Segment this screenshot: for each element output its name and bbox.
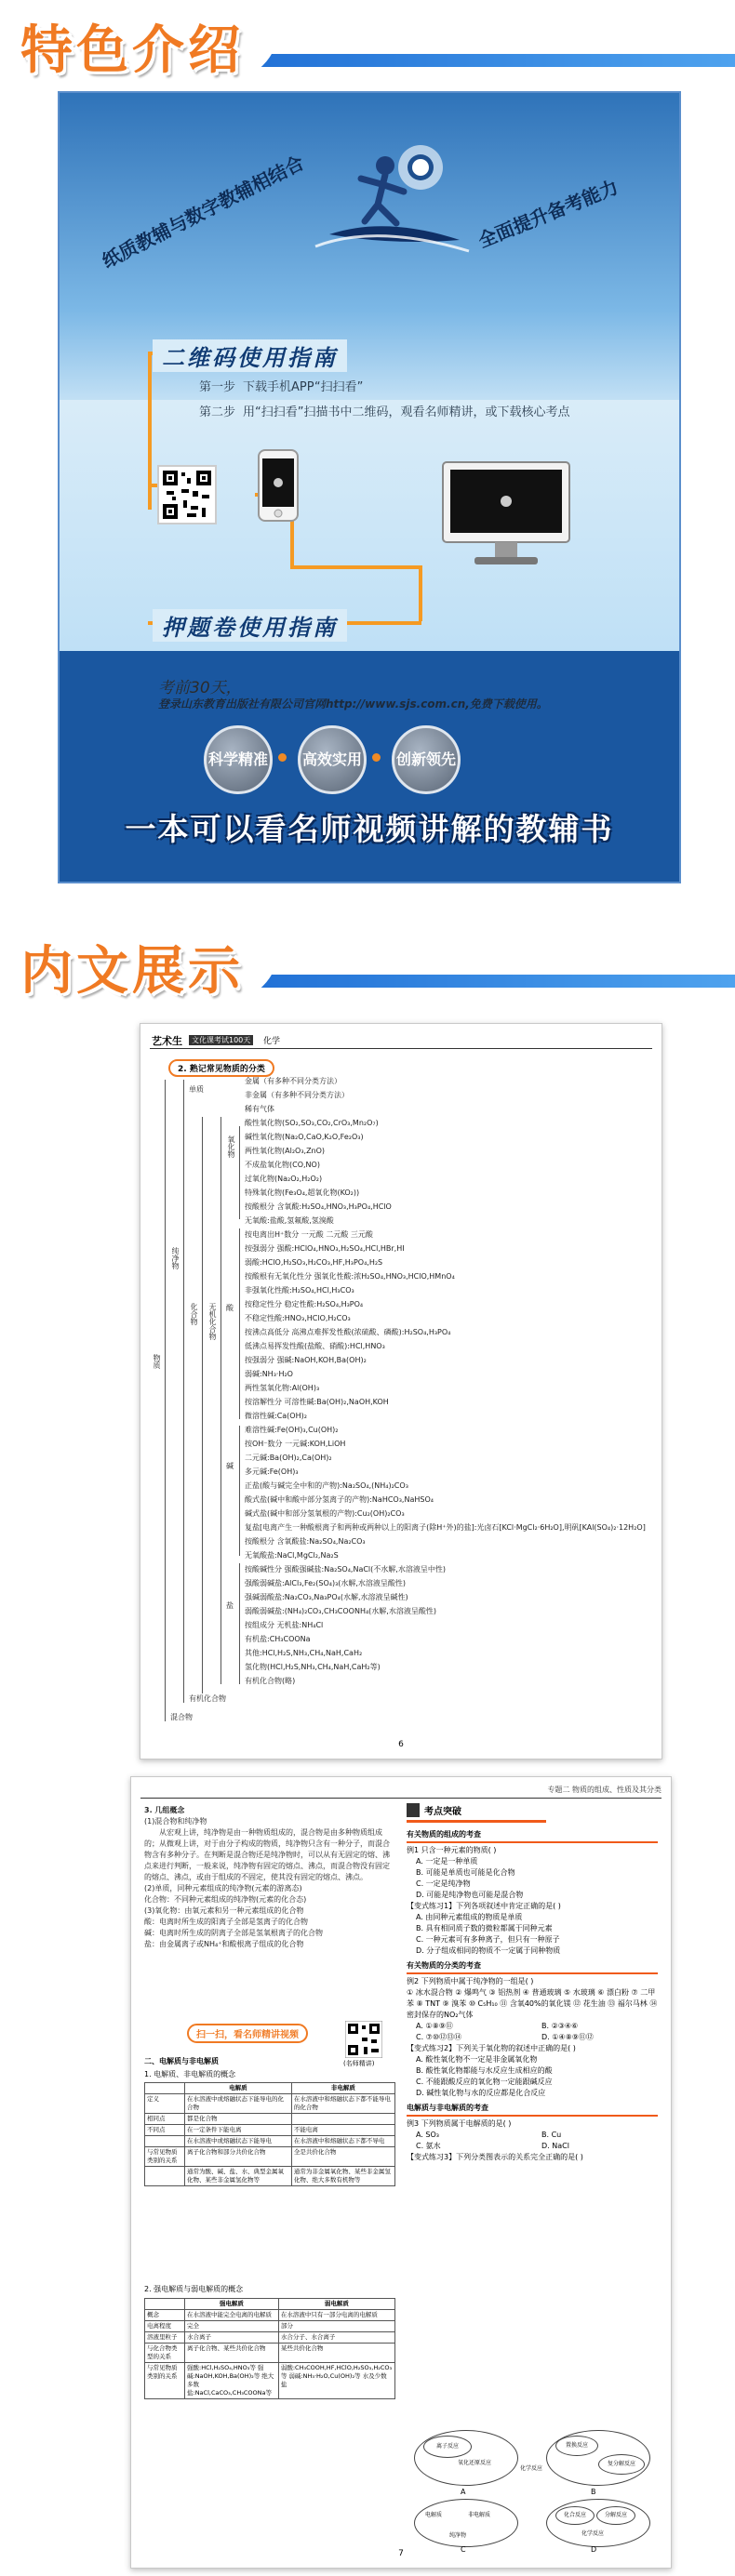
connector-line — [290, 565, 421, 569]
table-cell: 溶液里粒子 — [145, 2332, 185, 2344]
table-row — [145, 2310, 395, 2321]
tree-label-base: 碱 — [226, 1462, 234, 1470]
diagram-b-caption: 化学反应 — [520, 2465, 543, 2472]
table-row — [145, 2167, 395, 2186]
classification-item: 非强氧化性酸:H₂SO₄,HCl,H₃CO₃ — [245, 1286, 354, 1295]
table-cell: 在水溶液中能完全电离的电解质 — [185, 2310, 279, 2321]
tree-brace — [202, 1117, 203, 1693]
tree-label-oxide: 氧化物 — [227, 1135, 235, 1158]
answer-option: D. 可能是纯净物也可能是混合物 — [416, 1891, 524, 1899]
content-title: 内文展示 — [20, 940, 244, 1002]
answer-option: A. 由同种元素组成的物质是单质 — [416, 1913, 523, 1921]
book-page-6 — [140, 1023, 662, 1759]
concepts-sub3: 化合物：不同种元素组成的纯净物(元素的化合态) — [144, 1895, 307, 1904]
answer-option: C. 氨水 — [416, 2142, 441, 2150]
classification-item: 难溶性碱:Fe(OH)₃,Cu(OH)₂ — [245, 1426, 339, 1434]
classification-item: 弱酸弱碱盐:(NH₄)₂CO₃,CH₃COONH₄(水解,水溶液呈酸性) — [245, 1607, 436, 1615]
badge-scientific: 科学精准 — [204, 725, 273, 794]
step-1-text: 下载手机APP“扫扫看” — [243, 380, 364, 394]
classification-item: 有机化合物(略) — [245, 1677, 296, 1685]
connector-line — [419, 565, 422, 621]
table-cell: 在水溶液中和熔融状态下都不能导电的化合物 — [291, 2094, 394, 2114]
table-row — [145, 2363, 395, 2399]
book-page-7 — [130, 1776, 672, 2569]
diagram-letter-d: D — [591, 2545, 597, 2554]
table-cell: 不能电离 — [291, 2125, 394, 2136]
page1-header-mid: 文化课考试100天 — [189, 1035, 253, 1045]
table-header-row — [145, 2299, 395, 2310]
classification-item: 按强弱分 强碱:NaOH,KOH,Ba(OH)₂ — [245, 1356, 367, 1364]
classification-list — [245, 1074, 654, 1688]
page2-header-rule — [140, 1798, 662, 1799]
table-cell: 都是化合物 — [185, 2114, 292, 2125]
table-cell: 通常为酸、碱、盐、水、典型金属氧化物、某些非金属氢化物等 — [185, 2167, 292, 2186]
feature-poster — [58, 91, 681, 883]
question-2-items: ① 冰水混合物 ② 爆鸣气 ③ 铝热剂 ④ 普通玻璃 ⑤ 水玻璃 ⑥ 漂白粉 ⑦ 二甲苯 ⑧ TNT ⑨ 溴苯 ⑩ C₅H₁₀ ⑪ 含氧40%的氧化镁 ⑫ 花生油 ⑬ 福尔马林 ⑭ 密封保存的NO₂气体 — [407, 1988, 658, 2019]
page1-section-title: 2. 熟记常见物质的分类 — [168, 1059, 274, 1077]
diagram-letter-c: C — [461, 2545, 466, 2554]
table-header-row — [145, 2083, 395, 2094]
table-cell: 电离程度 — [145, 2321, 185, 2332]
question-2-variant: 【变式练习2】下列关于氧化物的叙述中正确的是( ) — [407, 2044, 576, 2052]
table-row — [145, 2147, 395, 2167]
classification-item: 正盐(酸与碱完全中和的产物):Na₂SO₄,(NH₄)₂CO₃ — [245, 1481, 408, 1490]
question-1-variant-options — [407, 1912, 658, 1957]
qr-callout: 扫一扫，看名师精讲视频 — [187, 2024, 308, 2043]
tree-label-pure: 纯净物 — [171, 1247, 180, 1269]
exam-guide-title: 押题卷使用指南 — [153, 609, 347, 642]
table-cell: 水合离子 — [185, 2332, 279, 2344]
page2-header: 专题二 物质的组成、性质及其分类 — [547, 1786, 662, 1794]
tree-label-mixture: 混合物 — [170, 1713, 193, 1721]
classification-item: 弱酸:HClO,H₂SO₃,H₂CO₃,HF,H₃PO₄,H₂S — [245, 1258, 383, 1267]
table-row — [145, 2094, 395, 2114]
tree-label-acid: 酸 — [226, 1304, 234, 1312]
question-3-variant: 【变式练习3】下列分类图表示的关系完全正确的是( ) — [407, 2153, 583, 2161]
diagram-c-label2: 非电解质 — [468, 2512, 491, 2518]
classification-item: 按OH⁻数分 一元碱:KOH,LiOH — [245, 1440, 346, 1448]
step-2 — [199, 403, 636, 422]
answer-option: B. 具有相同质子数的微粒都属于同种元素 — [416, 1924, 553, 1932]
page-number: 7 — [398, 2549, 404, 2558]
table-row — [145, 2114, 395, 2125]
answer-option: A. 一定是一种单质 — [416, 1857, 478, 1866]
monitor-icon — [441, 460, 571, 570]
table-cell: 在水溶液中和熔融状态下都不导电 — [291, 2136, 394, 2147]
badge-separator-dot — [278, 753, 287, 762]
page1-header-left: 艺术生 — [152, 1035, 182, 1047]
table-cell: 定义 — [145, 2094, 185, 2114]
classification-item: 强碱弱酸盐:Na₂CO₃,Na₃PO₄(水解,水溶液呈碱性) — [245, 1593, 408, 1601]
topic-3: 电解质与非电解质的考查 — [407, 2103, 658, 2117]
answer-option: C. 不能跟酸反应的氧化物一定能跟碱反应 — [416, 2078, 553, 2086]
poster-slogan-right: 全面提升备考能力 — [474, 175, 621, 252]
badge-innovative: 创新领先 — [392, 725, 461, 794]
topic-2: 有关物质的分类的考查 — [407, 1960, 658, 1974]
classification-item: 按酸碱性分 强酸强碱盐:Na₂SO₄,NaCl(不水解,水溶液呈中性) — [245, 1565, 446, 1573]
classification-item: 两性氢氧化物:Al(OH)₃ — [245, 1384, 320, 1392]
answer-option: D. NaCl — [541, 2142, 569, 2150]
tree-brace — [239, 1563, 240, 1684]
table2-title: 2. 强电解质与弱电解质的概念 — [144, 2285, 244, 2293]
classification-item: 稀有气体 — [245, 1105, 274, 1113]
concepts-para3: 碱：电离时所生成的阴离子全部是氢氧根离子的化合物 — [144, 1929, 323, 1937]
table-header-cell — [145, 2083, 185, 2094]
table-cell: 与常见物质类别的关系 — [145, 2363, 185, 2399]
table-cell: 完全 — [185, 2321, 279, 2332]
table-cell: 与化合物类型的关系 — [145, 2344, 185, 2363]
badge-separator-dot — [372, 753, 381, 762]
qr-guide-title: 二维码使用指南 — [153, 339, 347, 372]
classification-item: 多元碱:Fe(OH)₃ — [245, 1467, 299, 1476]
page1-header-subject: 化学 — [263, 1037, 281, 1046]
exercise-head: 考点突破 — [407, 1803, 658, 1817]
question-1-variant: 【变式练习1】下列各项叙述中肯定正确的是( ) — [407, 1902, 561, 1910]
classification-item: 氢化物(HCl,H₂S,NH₃,CH₄,NaH,CaH₂等) — [245, 1663, 381, 1671]
diagram-d-inner2: 分解反应 — [596, 2506, 635, 2525]
topic-1: 有关物质的组成的考查 — [407, 1829, 658, 1843]
question-2: 例2 下列物质中属于纯净物的一组是( ) — [407, 1977, 534, 1985]
table-cell: 离子化合物、某些共价化合物 — [185, 2344, 279, 2363]
exam-download-note: 登录山东教育出版社有限公司官网http://www.sjs.com.cn,免费下载使用。 — [158, 697, 548, 710]
answer-option: B. ②③④⑥ — [541, 2022, 579, 2030]
question-1-options — [407, 1856, 658, 1901]
exam-countdown: 考前30天， — [158, 679, 242, 697]
step-2-text: 用“扫扫看”扫描书中二维码，观看名师精讲，或下载核心考点 — [243, 405, 570, 419]
answer-option: C. 一种元素可有多种离子，但只有一种原子 — [416, 1935, 560, 1944]
concepts-sub1: (1)混合物和纯净物 — [144, 1817, 207, 1826]
diagram-letter-a: A — [461, 2488, 466, 2496]
question-1: 例1 只含一种元素的物质( ) — [407, 1846, 497, 1854]
table-cell: 在水溶液中或熔融状态下能导电 — [185, 2136, 292, 2147]
answer-option: C. 一定是纯净物 — [416, 1879, 471, 1888]
table-cell — [145, 2136, 185, 2147]
strong-weak-table — [144, 2298, 395, 2399]
diagram-b-inner2: 复分解反应 — [598, 2454, 645, 2475]
tree-label-salt: 盐 — [226, 1601, 234, 1610]
table-cell: 相同点 — [145, 2114, 185, 2125]
classification-item: 复盐[电离产生一种酸根离子和两种或两种以上的阳离子(除H⁺外)的盐]:光卤石[KCl·MgCl₂·6H₂O],明矾[KAl(SO₄)₂·12H₂O] — [245, 1523, 646, 1532]
diagram-d-label: 化学反应 — [581, 2530, 605, 2537]
classification-item: 有机盐:CH₃COONa — [245, 1635, 311, 1643]
classification-item: 按电离出H⁺数分 一元酸 二元酸 三元酸 — [245, 1230, 373, 1239]
qr-code-icon — [157, 465, 217, 524]
classification-item: 其他:HCl,H₂S,NH₃,CH₄,NaH,CaH₂ — [245, 1649, 363, 1657]
features-title: 特色介绍 — [20, 20, 244, 81]
classification-item: 按酸根分 含氧酸盐:Na₂SO₄,Na₂CO₃ — [245, 1537, 366, 1546]
diagram-d-inner1: 化合反应 — [555, 2506, 595, 2525]
concepts-sub4: (3)氧化物：由氧元素和另一种元素组成的化合物 — [144, 1906, 304, 1915]
classification-item: 过氧化物(Na₂O₂,H₂O₂) — [245, 1175, 323, 1183]
answer-option: D. 碱性氧化物与水的反应都是化合反应 — [416, 2089, 546, 2097]
concepts-para1: 从宏观上讲，纯净物是由一种物质组成的，混合物是由多种物质组成的；从微观上讲，对于由分子构成的物质，纯净物只含有一种分子，而混合物含有多种分子。在判断是混合物还是纯净物时，可以从有无固定的熔、沸点来进行判断，一般来说，纯净物有固定的熔点、沸点，而混合物没有固定的熔点、沸点，或由于组成的不固定，使其没有固定的熔点、沸点。 — [144, 1828, 390, 1881]
table-cell: 全是共价化合物 — [291, 2147, 394, 2167]
classification-item: 按强弱分 强酸:HClO₄,HNO₃,H₂SO₄,HCl,HBr,HI — [245, 1244, 405, 1253]
page1-header-rule — [150, 1048, 652, 1049]
classification-item: 按溶解性分 可溶性碱:Ba(OH)₂,NaOH,KOH — [245, 1398, 389, 1406]
classification-item: 两性氧化物(Al₂O₃,ZnO) — [245, 1147, 326, 1155]
classification-item: 碱式盐(碱中和部分氢氧根的产物):Cu₂(OH)₂CO₃ — [245, 1509, 405, 1518]
step-1-name: 第一步 — [199, 380, 236, 394]
diagram-c-outer — [414, 2499, 518, 2547]
tree-label-inorganic: 无机化合物 — [208, 1303, 217, 1340]
step-2-name: 第二步 — [199, 405, 236, 419]
classification-item: 按稳定性分 稳定性酸:H₂SO₄,H₃PO₄ — [245, 1300, 364, 1308]
table-cell: 弱酸:CH₃COOH,HF,HClO,H₂SO₃,H₂CO₃等 弱碱:NH₃·H₂O,Cu(OH)₂等 水及少数盐 — [278, 2363, 394, 2399]
table-header-cell — [145, 2299, 185, 2310]
electrolyte-table — [144, 2082, 395, 2186]
tree-label-organic: 有机化合物 — [189, 1694, 226, 1703]
table-row — [145, 2136, 395, 2147]
table-cell: 强酸:HCl,H₂SO₄,HNO₃等 强碱:NaOH,KOH,Ba(OH)₂等 绝大多数盐:NaCl,CaCO₃,CH₃COONa等 — [185, 2363, 279, 2399]
phone-icon — [258, 449, 299, 522]
classification-item: 按沸点高低分 高沸点难挥发性酸(浓硫酸、磷酸):H₂SO₄,H₃PO₄ — [245, 1328, 451, 1336]
table-cell: 不同点 — [145, 2125, 185, 2136]
answer-option: D. ①④⑧⑨⑪⑫ — [541, 2033, 594, 2041]
answer-option: D. 分子组成相同的物质不一定属于同种物质 — [416, 1946, 561, 1955]
table-row — [145, 2332, 395, 2344]
classification-item: 二元碱:Ba(OH)₂,Ca(OH)₂ — [245, 1454, 332, 1462]
classification-item: 金属（有多种不同分类方法） — [245, 1077, 341, 1085]
table-cell: 通常为非金属氧化物、某些非金属氢化物、绝大多数有机物等 — [291, 2167, 394, 2186]
question-3: 例3 下列物质属于电解质的是( ) — [407, 2119, 512, 2128]
question-3-options — [407, 2130, 658, 2152]
diagram-d-outer — [546, 2499, 650, 2547]
answer-option: A. SO₃ — [416, 2131, 439, 2139]
answer-option: B. Cu — [541, 2131, 562, 2139]
table-header-cell: 强电解质 — [185, 2299, 279, 2310]
tree-label-compound: 化合物 — [190, 1303, 198, 1325]
table-header-cell: 弱电解质 — [278, 2299, 394, 2310]
answer-option: B. 可能是单质也可能是化合物 — [416, 1868, 515, 1877]
diagram-b-inner1: 置换反应 — [555, 2436, 598, 2456]
tree-brace — [239, 1426, 240, 1556]
classification-item: 特殊氧化物(Fe₃O₄,超氧化物(KO₂)) — [245, 1188, 360, 1197]
diagram-a-label: 氧化还原反应 — [458, 2460, 492, 2466]
table-cell: 与常见物质类别的关系 — [145, 2147, 185, 2167]
surfer-figure — [311, 130, 478, 270]
features-section-header — [0, 0, 735, 88]
diagram-c-label1: 电解质 — [425, 2512, 443, 2518]
tree-brace — [165, 1080, 166, 1721]
answer-option: A. ①⑧⑨⑪ — [416, 2022, 453, 2030]
classification-item: 非金属（有多种不同分类方法） — [245, 1091, 349, 1099]
tree-brace — [239, 1228, 240, 1419]
classification-item: 按酸根分 含氧酸:H₂SO₄,HNO₃,H₃PO₄,HClO — [245, 1202, 392, 1211]
tree-label-substance: 物质 — [153, 1354, 161, 1369]
table-header-cell: 电解质 — [185, 2083, 292, 2094]
classification-item: 碱性氧化物(Na₂O,CaO,K₂O,Fe₂O₃) — [245, 1133, 364, 1141]
tree-brace — [239, 1126, 240, 1219]
classification-item: 强酸弱碱盐:AlCl₃,Fe₂(SO₄)₃(水解,水溶液呈酸性) — [245, 1579, 407, 1587]
table-cell: 某些共价化合物 — [278, 2344, 394, 2363]
concepts-sub2: (2)单质，同种元素组成的纯净物(元素的游离态) — [144, 1884, 302, 1892]
classification-item: 无氧酸盐:NaCl,MgCl₂,Na₂S — [245, 1551, 339, 1560]
table-cell: 在水溶液中或熔融状态下能导电的化合物 — [185, 2094, 292, 2114]
classification-item: 无氧酸:盐酸,氢氟酸,氢溴酸 — [245, 1216, 334, 1225]
classification-item: 按酸根有无氧化性分 强氧化性酸:浓H₂SO₄,HNO₃,HClO,HMnO₄ — [245, 1272, 455, 1281]
classification-item: 不成盐氧化物(CO,NO) — [245, 1161, 320, 1169]
concepts-column — [144, 1805, 395, 1950]
diagram-a-inner: 离子反应 — [423, 2436, 472, 2458]
classification-item: 不稳定性酸:HNO₃,HClO,H₂CO₃ — [245, 1314, 351, 1322]
table-header-cell: 非电解质 — [291, 2083, 394, 2094]
qr-code-icon — [345, 2021, 382, 2058]
classification-diagrams — [407, 2426, 658, 2556]
tree-brace — [183, 1080, 184, 1703]
subsection-title: 二、电解质与非电解质 — [144, 2057, 219, 2065]
table-cell: 概念 — [145, 2310, 185, 2321]
table-cell — [291, 2114, 394, 2125]
tree-label-element: 单质 — [189, 1085, 204, 1094]
concepts-para4: 盐：由金属离子或NH₄⁺和酸根离子组成的化合物 — [144, 1940, 304, 1948]
concepts-para2: 酸：电离时所生成的阳离子全部是氢离子的化合物 — [144, 1918, 308, 1926]
poster-slogan-left: 纸质教辅与数字教辅相结合 — [98, 151, 308, 272]
page-number: 6 — [398, 1740, 404, 1749]
badge-efficient: 高效实用 — [298, 725, 367, 794]
concepts-title: 3. 几组概念 — [144, 1806, 185, 1814]
accent-bar — [407, 1820, 546, 1823]
exercise-column — [407, 1803, 658, 2554]
table-cell: 在一定条件下能电离 — [185, 2125, 292, 2136]
diagram-c-label3: 纯净物 — [449, 2532, 467, 2539]
table-row — [145, 2125, 395, 2136]
qr-caption: (名师精讲) — [343, 2060, 375, 2067]
table-cell: 离子化合物和部分共价化合物 — [185, 2147, 292, 2167]
step-1 — [199, 377, 646, 394]
classification-item: 微溶性碱:Ca(OH)₂ — [245, 1412, 307, 1420]
table-cell — [145, 2167, 185, 2186]
table-row — [145, 2344, 395, 2363]
classification-item: 弱碱:NH₃·H₂O — [245, 1370, 293, 1378]
table-cell: 在水溶液中只有一部分电离的电解质 — [278, 2310, 394, 2321]
table1-title: 1. 电解质、非电解质的概念 — [144, 2070, 236, 2078]
content-section-header — [0, 921, 735, 1009]
classification-item: 低沸点易挥发性酸(盐酸、硝酸):HCl,HNO₃ — [245, 1342, 385, 1350]
question-2-variant-options — [407, 2054, 658, 2099]
classification-item: 按组成分 无机盐:NH₄Cl — [245, 1621, 324, 1629]
poster-banner: 一本可以看名师视频讲解的教辅书 — [125, 811, 614, 847]
answer-option: C. ⑦⑩⑫⑬⑭ — [416, 2033, 462, 2041]
question-2-options — [407, 2021, 658, 2043]
table-cell: 水合分子、水合离子 — [278, 2332, 394, 2344]
classification-item: 酸性氧化物(SO₂,SO₃,CO₂,CrO₃,Mn₂O₇) — [245, 1119, 379, 1127]
table-row — [145, 2321, 395, 2332]
answer-option: A. 酸性氧化物不一定是非金属氧化物 — [416, 2055, 538, 2064]
answer-option: B. 酸性氧化物都能与水反应生成相应的酸 — [416, 2066, 553, 2075]
classification-item: 酸式盐(碱中和酸中部分氢离子的产物):NaHCO₃,NaHSO₄ — [245, 1495, 434, 1504]
table-cell: 部分 — [278, 2321, 394, 2332]
diagram-letter-b: B — [591, 2488, 596, 2496]
tree-brace — [220, 1117, 221, 1684]
